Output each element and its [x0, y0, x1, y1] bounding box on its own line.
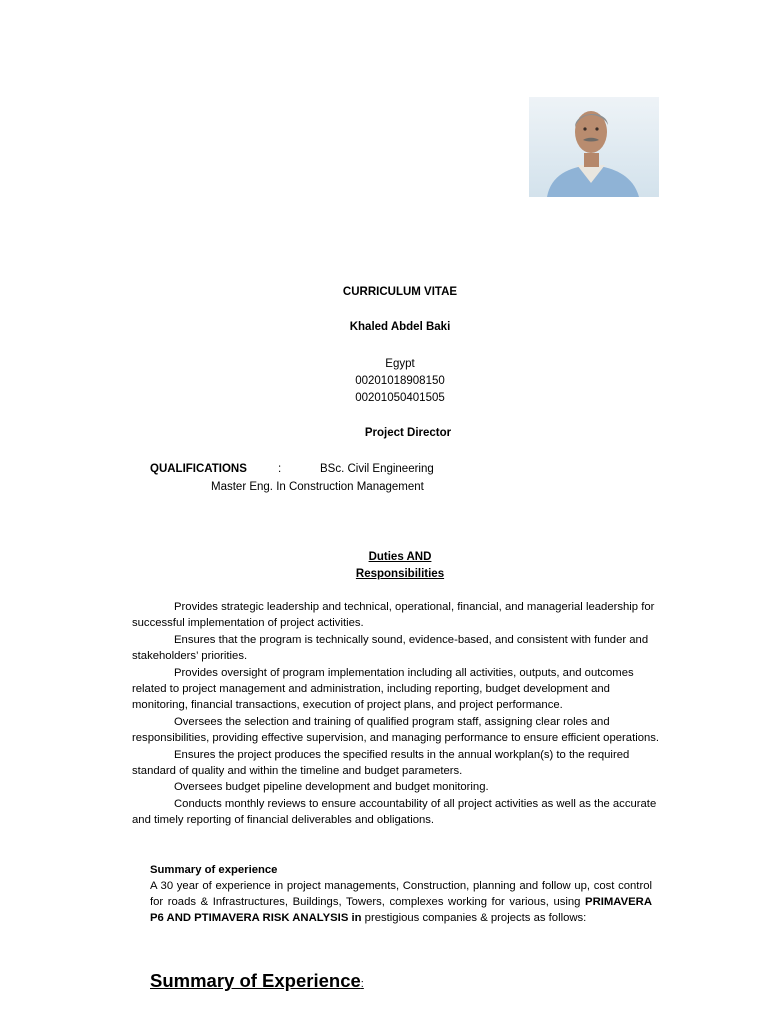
duty-item: Provides oversight of program implementation including all activities, outputs, and outcomes related to project management and administration, including reporting, budget development and monitoring, financial transactions, execution of project plans, and project performance. — [132, 666, 634, 712]
person-portrait-icon — [529, 97, 659, 197]
section-title — [150, 970, 364, 992]
degree-2: Master Eng. In Construction Management — [211, 481, 424, 493]
person-name: Khaled Abdel Baki — [349, 321, 451, 333]
duties-heading-line2: Responsibilities — [355, 568, 445, 580]
section-title-suffix: : — [360, 978, 364, 990]
qualifications-colon: : — [278, 463, 282, 475]
profile-photo — [529, 97, 659, 197]
phone-1: 00201018908150 — [355, 375, 445, 387]
summary-text-before: A 30 year of experience in project managements, Construction, planning and follow up, cost control for roads & Infrastructures, Buildings, Towers, complexes working for various, using — [150, 880, 652, 908]
duty-item: Ensures the project produces the specified results in the annual workplan(s) to the required standard of quality and within the timeline and budget parameters. — [132, 748, 630, 778]
duty-item: Provides strategic leadership and technical, operational, financial, and managerial leadership for successful implementation of project activities. — [132, 601, 655, 630]
section-title-text: Summary of Experience — [150, 970, 361, 991]
phone-2: 00201050401505 — [355, 392, 445, 404]
qualifications-label: QUALIFICATIONS — [150, 463, 247, 475]
summary-of-experience — [150, 862, 652, 926]
summary-heading: Summary of experience — [150, 864, 278, 876]
summary-text-bold: PRIMAVERA P6 AND PTIMAVERA RISK ANALYSIS in — [150, 896, 652, 924]
duty-item: Conducts monthly reviews to ensure accountability of all project activities as well as the accurate and timely reporting of financial deliverables and obligations. — [132, 797, 657, 827]
duty-item: Oversees the selection and training of qualified program staff, assigning clear roles and responsibilities, providing effective supervision, and managing performance to ensure efficient operations. — [132, 715, 660, 745]
duties-list — [132, 599, 662, 829]
summary-text-after: prestigious companies & projects as follows: — [361, 912, 587, 924]
degree-1: BSc. Civil Engineering — [320, 463, 434, 475]
country: Egypt — [385, 358, 415, 370]
position-title: Project Director — [364, 427, 452, 439]
document-title: CURRICULUM VITAE — [342, 286, 458, 298]
duties-heading-line1: Duties AND — [368, 551, 432, 563]
duty-item: Ensures that the program is technically sound, evidence-based, and consistent with funder and stakeholders’ priorities. — [132, 633, 649, 663]
summary-body — [150, 878, 652, 926]
duty-item: Oversees budget pipeline development and budget monitoring. — [174, 781, 489, 794]
